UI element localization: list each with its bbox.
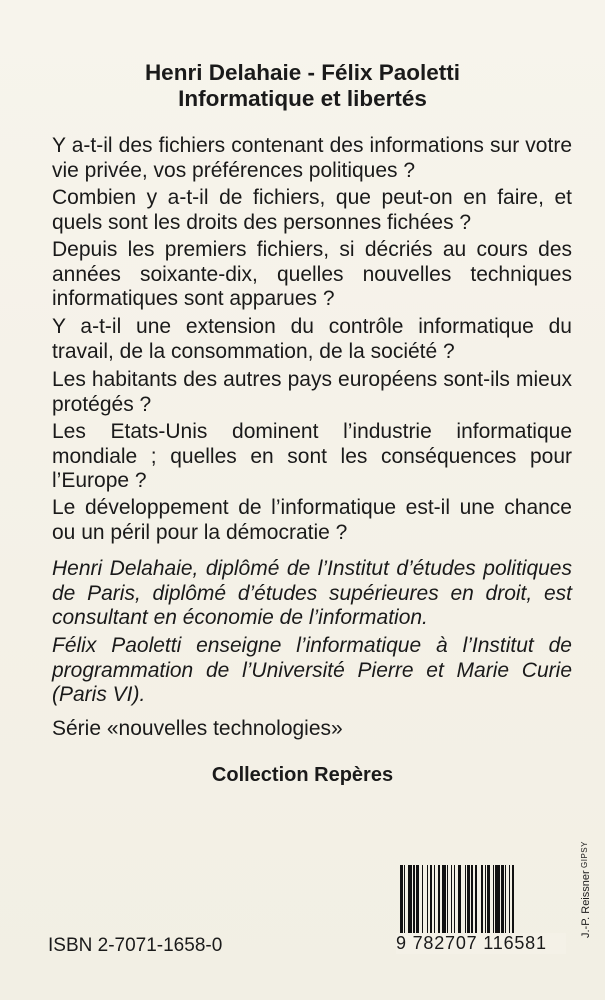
- question-2: Combien y a-t-il de fichiers, que peut-on en faire, et quels sont les droits des personnes fichées ?: [52, 186, 572, 234]
- printer-mark: GIPSY: [580, 841, 589, 868]
- question-6: Les Etats-Unis dominent l’industrie informatique mondiale ; quelles en sont les conséquences pour l’Europe ?: [52, 420, 572, 492]
- isbn: ISBN 2-7071-1658-0: [48, 935, 223, 956]
- question-7: Le développement de l’informatique est-il une chance ou un péril pour la démocratie ?: [52, 496, 572, 544]
- header: [0, 60, 605, 112]
- bio-delahaie: Henri Delahaie, diplômé de l’Institut d’études politiques de Paris, diplômé d’études supérieures en droit, est consultant en économie de l’information.: [52, 557, 572, 629]
- question-5: Les habitants des autres pays européens sont-ils mieux protégés ?: [52, 368, 572, 416]
- question-1: Y a-t-il des fichiers contenant des informations sur votre vie privée, vos préférences politiques ?: [52, 134, 572, 182]
- question-3: Depuis les premiers fichiers, si décriés au cours des années soixante-dix, quelles nouvelles techniques informatiques sont apparues ?: [52, 238, 572, 310]
- question-4: Y a-t-il une extension du contrôle informatique du travail, de la consommation, de la société ?: [52, 315, 572, 363]
- book-title: Informatique et libertés: [178, 86, 427, 111]
- photo-credit: J.-P. Reissner: [580, 870, 592, 938]
- authors: Henri Delahaie - Félix Paoletti: [144, 60, 461, 85]
- series-label: Série «nouvelles technologies»: [52, 717, 343, 740]
- collection-label: Collection Repères: [211, 764, 394, 786]
- bio-paoletti: Félix Paoletti enseigne l’informatique à l’Institut de programmation de l’Université Pierre et Marie Curie (Paris VI).: [52, 634, 572, 706]
- barcode-number: 9 782707 116581: [396, 933, 566, 954]
